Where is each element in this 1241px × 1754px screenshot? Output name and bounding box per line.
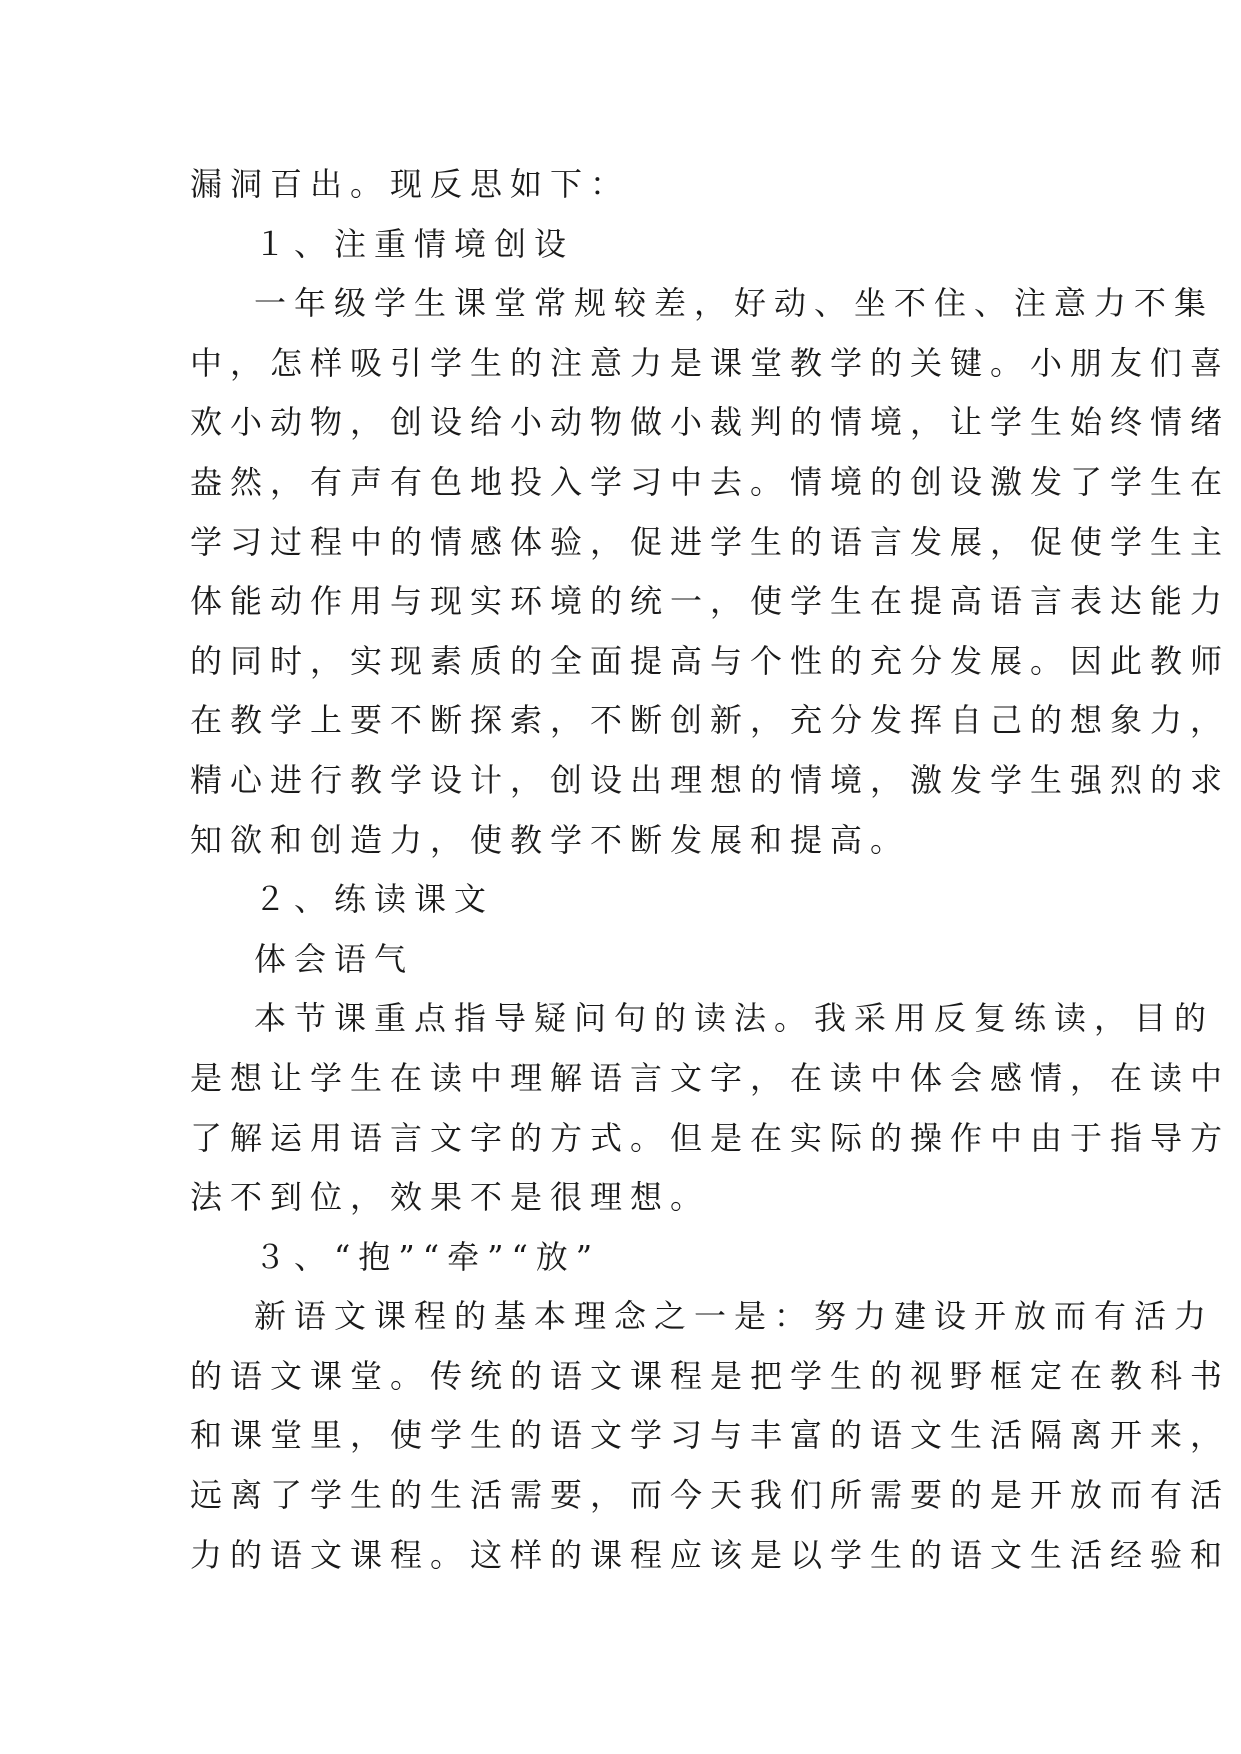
text-line: 在教学上要不断探索，不断创新，充分发挥自己的想象力， xyxy=(190,701,1231,740)
text-line: 漏洞百出。现反思如下： xyxy=(190,165,631,203)
text-line: 的同时，实现素质的全面提高与个性的充分发展。因此教师 xyxy=(190,641,1231,680)
text-line: 法不到位，效果不是很理想。 xyxy=(190,1178,711,1217)
text-line: 了解运用语言文字的方式。但是在实际的操作中由于指导方 xyxy=(190,1118,1231,1157)
text-line: 知欲和创造力，使教学不断发展和提高。 xyxy=(190,820,911,859)
section-heading: ２、练读课文 xyxy=(254,880,495,919)
section-heading: 体会语气 xyxy=(254,939,415,978)
text-line: 的语文课堂。传统的语文课程是把学生的视野框定在教科书 xyxy=(190,1356,1231,1395)
text-line: 一年级学生课堂常规较差，好动、坐不住、注意力不集 xyxy=(254,284,1215,323)
text-line: 学习过程中的情感体验，促进学生的语言发展，促使学生主 xyxy=(190,522,1231,561)
text-line: 体能动作用与现实环境的统一，使学生在提高语言表达能力 xyxy=(190,582,1231,621)
text-line: 中，怎样吸引学生的注意力是课堂教学的关键。小朋友们喜 xyxy=(190,343,1231,382)
text-line: 和课堂里，使学生的语文学习与丰富的语文生活隔离开来， xyxy=(190,1416,1231,1455)
text-line: 精心进行教学设计，创设出理想的情境，激发学生强烈的求 xyxy=(190,760,1231,799)
text-line: 远离了学生的生活需要，而今天我们所需要的是开放而有活 xyxy=(190,1476,1231,1515)
text-line: 力的语文课程。这样的课程应该是以学生的语文生活经验和 xyxy=(190,1535,1231,1574)
text-line: 本节课重点指导疑问句的读法。我采用反复练读，目的 xyxy=(254,999,1215,1038)
document-body xyxy=(190,155,1231,1585)
text-line: 欢小动物，创设给小动物做小裁判的情境，让学生始终情绪 xyxy=(190,403,1231,442)
text-line: 是想让学生在读中理解语言文字，在读中体会感情，在读中 xyxy=(190,1058,1231,1097)
text-line: 盎然，有声有色地投入学习中去。情境的创设激发了学生在 xyxy=(190,462,1231,501)
section-heading: ３、“抱”“牵”“放” xyxy=(254,1237,601,1276)
section-heading: １、注重情境创设 xyxy=(254,224,575,263)
text-line: 新语文课程的基本理念之一是：努力建设开放而有活力 xyxy=(254,1297,1215,1336)
